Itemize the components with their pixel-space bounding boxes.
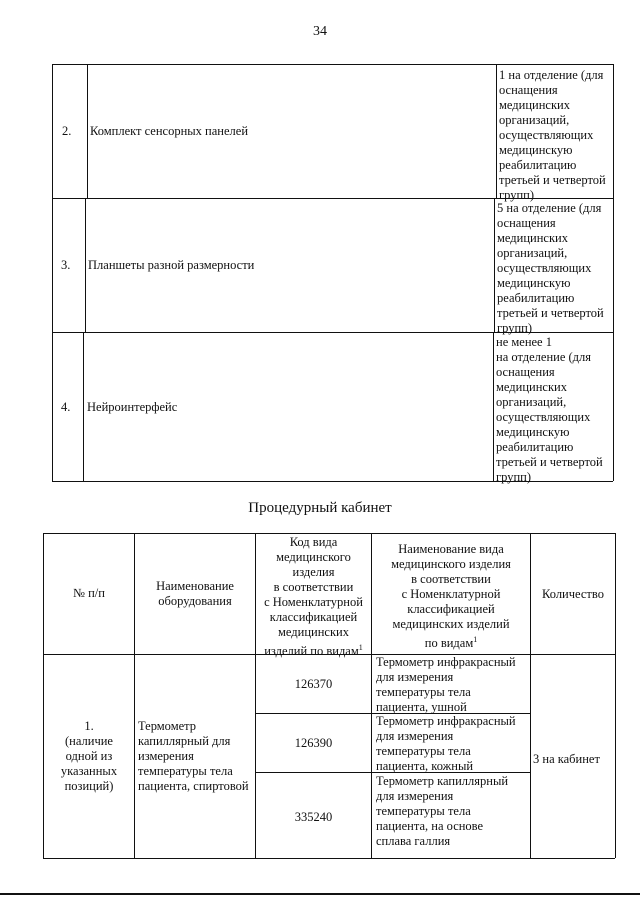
- item-kind: Термометр инфракрасный для измерения температуры тела пациента, кожный: [376, 714, 516, 773]
- item-code: 126370: [294, 677, 333, 691]
- row-quantity: 3 на кабинет: [533, 752, 600, 766]
- item-kind: Термометр инфракрасный для измерения температуры тела пациента, ушной: [376, 655, 516, 714]
- quantity-cell: не менее 1 на отделение (для оснащения медицинских организаций, осуществляющих медицинскую реабилитацию третьей и четвертой групп): [496, 335, 603, 484]
- header-number: № п/п: [73, 586, 105, 600]
- equipment-name: Планшеты разной размерности: [88, 258, 255, 272]
- quantity-cell: 5 на отделение (для оснащения медицинских организаций, осуществляющих медицинскую реабилитацию третьей и четвертой групп): [497, 201, 604, 335]
- page-bottom-rule: [0, 893, 640, 895]
- row-number: 1. (наличие одной из указанных позиций): [60, 719, 118, 793]
- footnote-mark: 1: [473, 635, 478, 644]
- equipment-name: Нейроинтерфейс: [87, 400, 178, 414]
- table-row-number: 4.: [61, 400, 71, 414]
- row-equipment: Термометр капиллярный для измерения температуры тела пациента, спиртовой: [138, 719, 249, 793]
- header-quantity: Количество: [542, 587, 604, 601]
- quantity-cell: 1 на отделение (для оснащения медицинских организаций, осуществляющих медицинскую реабилитацию третьей и четвертой групп): [499, 68, 606, 202]
- item-code: 126390: [294, 736, 333, 750]
- table-row-number: 3.: [61, 258, 71, 272]
- page-number: 34: [313, 24, 327, 39]
- header-code: Код вида медицинского изделия в соответствии с Номенклатурной классификацией медицинских изделий по видам$^1$: [264, 535, 363, 659]
- item-kind: Термометр капиллярный для измерения температуры тела пациента, на основе сплава галлия: [376, 774, 509, 848]
- equipment-name: Комплект сенсорных панелей: [90, 124, 249, 138]
- table-row-number: 2.: [62, 124, 72, 138]
- item-code: 335240: [294, 810, 333, 824]
- header-equipment: Наименование оборудования: [156, 579, 234, 608]
- footnote-mark: 1: [358, 643, 363, 652]
- header-kind: Наименование вида медицинского изделия в соответствии с Номенклатурной классификацией медицинских изделий по видам$^1$: [391, 542, 511, 651]
- section-title: Процедурный кабинет: [248, 500, 392, 516]
